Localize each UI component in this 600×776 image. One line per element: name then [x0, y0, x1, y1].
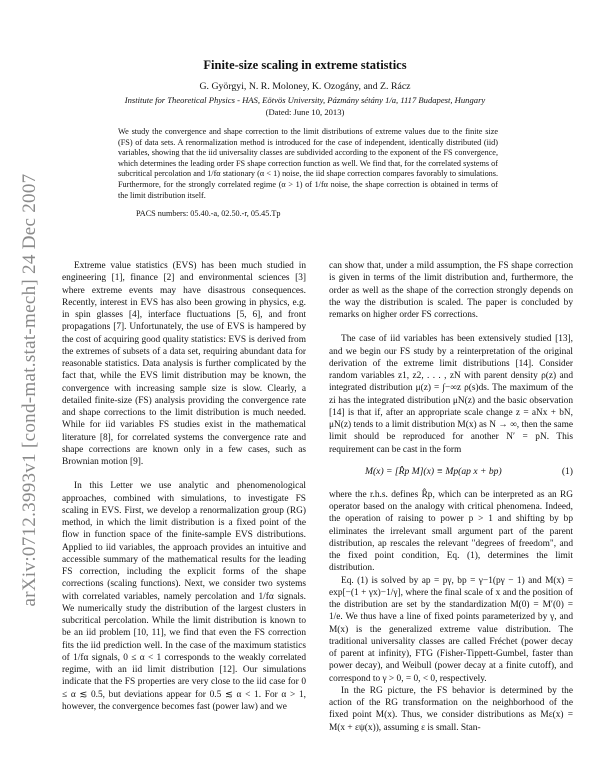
paper-title: Finite-size scaling in extreme statistics: [203, 58, 407, 72]
equation-number: (1): [561, 465, 573, 477]
pacs-numbers: PACS numbers: 05.40.-a, 02.50.-r, 05.45.Tp: [136, 209, 281, 218]
paragraph-fixed-points: Eq. (1) is solved by ap = pγ, bp = γ−1(pγ − 1) and M(x) = exp[−(1 + γx)−1/γ], where the final scale of x and the position of the distribution are set by the standardization M(0) = M′(0) = 1/e. We thus have a line of fixed points parameterized by γ, and M(x) is the generalized extreme value distribution. The traditional universality classes are called Fréchet (power decay of parent at infinity), FTG (Fisher-Tippett-Gumbel, faster than power decay), and Weibull (power decay at a finite cutoff), and correspond to γ > 0, = 0, < 0, respectively.: [329, 575, 573, 684]
abstract: We study the convergence and shape correction to the limit distributions of extreme values due to the finite size (FS) of data sets. A renormalization method is introduced for the case of independent, identically distributed (iid) variables, showing that the iid universality classes are subdivided according to the exponent of the FS convergence, which determines the leading order FS shape correction function as well. We find that, for the correlated systems of subcritical percolation and 1/fα stationary (α < 1) noise, the iid shape correction compares favorably to simulations. Furthermore, for the strongly correlated regime (α > 1) of 1/fα noise, the shape correction is obtained in terms of the limit distribution itself.: [118, 127, 498, 200]
paragraph-introduction: Extreme value statistics (EVS) has been much studied in engineering [1], finance [2] and environmental sciences [3] where extreme events may have disastrous consequences. Recently, interest in EVS has also been growing in physics, e.g. in spin glasses [4], interface fluctuations [5, 6], and front propagations [7]. Unfortunately, the use of EVS is hampered by the cost of acquiring good quality statistics: EVS is derived from the extremes of subsets of a data set, requiring abundant data for reasonable statistics. Data analysis is further complicated by the fact that, while the EVS limit distribution may be known, the convergence with increasing sample size is slow. Clearly, a detailed finite-size (FS) analysis providing the convergence rate and shape corrections to the limit distribution is much needed. While for iid variables FS studies exist in the mathematical literature [8], for correlated systems the convergence rate and shape corrections are known only in a few cases, such as Brownian motion [9].: [62, 261, 306, 467]
paragraph-rg-operator: where the r.h.s. defines R̂p, which can be interpreted as an RG operator based on the analogy with critical phenomena. Indeed, the operation of raising to power p > 1 and shifting by bp eliminates the irrelevant small argument part of the parent distribution, ap rescales the relevant "degrees of freedom", and the fixed point condition, Eq. (1), determines the limit distribution.: [329, 489, 573, 574]
equation-body: M(x) = [R̂p M](x) ≡ Mp(ap x + bp): [365, 465, 502, 477]
left-column: [62, 260, 306, 713]
equation-1: [329, 463, 573, 483]
paragraph-letter-overview: In this Letter we use analytic and phenomenological approaches, combined with simulations, to investigate FS scaling in EVS. First, we develop a renormalization group (RG) method, in which the limit distribution is a fixed point of the flow in function space of the finite-sample EVS distributions. Applied to iid variables, the approach provides an intuitive and accessible summary of the mathematical results for the leading FS correction, including the explicit forms of the shape corrections (scaling functions). Next, we consider two systems with correlated variables, namely percolation and 1/fα signals. We numerically study the distribution of the largest clusters in subcritical percolation. While the limit distribution is known to be an iid problem [10, 11], we find that even the FS correction fits the iid prediction well. In the case of the maximum statistics of 1/fα signals, 0 ≤ α < 1 corresponds to the weakly correlated regime, with an iid limit distribution [12]. Our simulations indicate that the FS properties are very close to the iid case for 0 ≤ α ≲ 0.5, but deviations appear for 0.5 ≲ α < 1. For α > 1, however, the convergence becomes fast (power law) and we: [62, 481, 306, 712]
arxiv-id-text: arXiv:0712.3993v1 [cond-mat.stat-mech] 24 Dec 2007: [19, 173, 40, 607]
date-line: (Dated: June 10, 2013): [265, 107, 345, 117]
arxiv-identifier-stamp: [12, 140, 48, 640]
paragraph-iid-variables: The case of iid variables has been extensively studied [13], and we begin our FS study by a reinterpretation of the original derivation of the extreme limit distributions [14]. Consider random variables z1, z2, . . . , zN with parent density ρ(z) and integrated distribution μ(z) = ∫−∞z ρ(s)ds. The maximum of the zi has the integrated distribution μN(z) and the basic observation [14] is that if, after an appropriate scale change z = aNx + bN, μN(z) tends to a limit distribution M(x) as N → ∞, then the same limit should be reproduced for another N′ = pN. This requirement can be cast in the form: [329, 334, 573, 455]
paragraph-rg-picture: In the RG picture, the FS behavior is determined by the action of the RG transformation on the neighborhood of the fixed point M(x). Thus, we consider distributions as Mε(x) = M(x + εψ(x)), assuming ε is small. Stan-: [329, 685, 573, 733]
paragraph-continuation: can show that, under a mild assumption, the FS shape correction is given in terms of the limit distribution and, furthermore, the order as well as the shape of the correction strongly depends on the way the distribution is scaled. The paper is concluded by remarks on higher order FS corrections.: [329, 261, 573, 320]
author-list: G. Györgyi, N. R. Moloney, K. Ozogány, and Z. Rácz: [199, 81, 411, 92]
right-column: [329, 260, 573, 734]
affiliation: Institute for Theoretical Physics - HAS, Eötvös University, Pázmány sétány 1/a, 1117 Budapest, Hungary: [124, 95, 486, 105]
